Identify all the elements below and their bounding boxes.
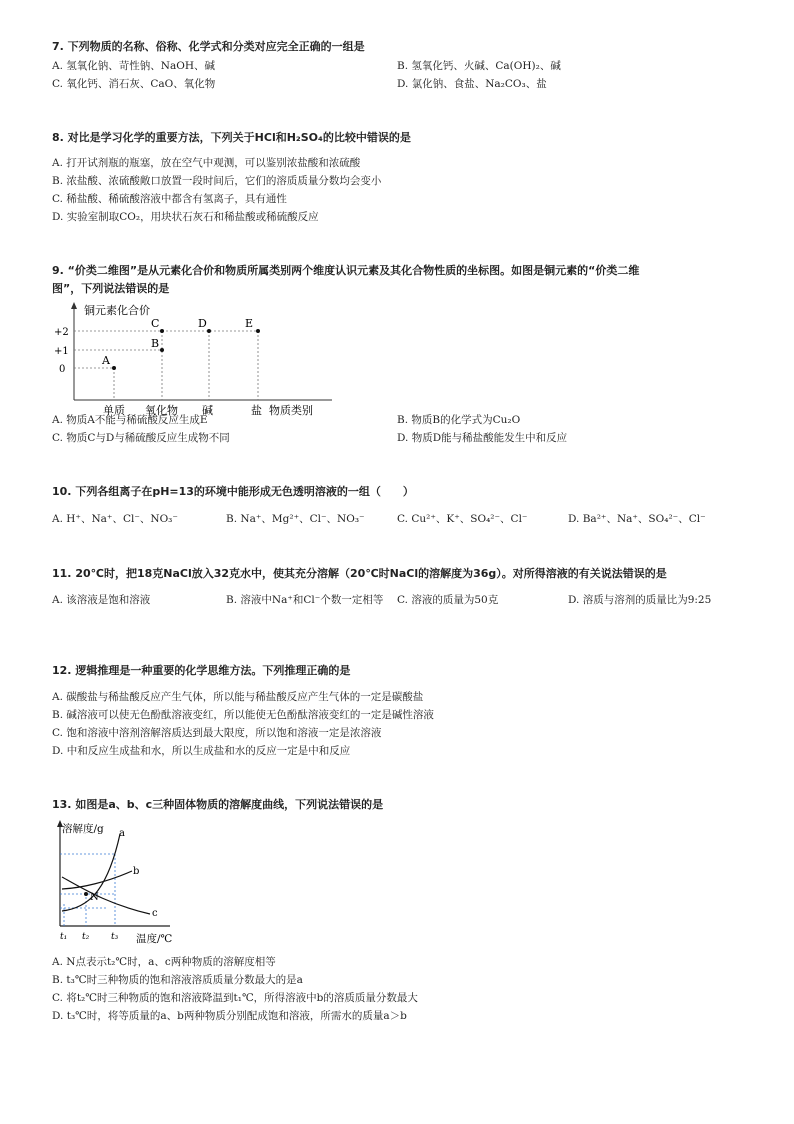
solubility-curve-chart <box>52 818 192 948</box>
y-axis-arrow <box>71 302 77 309</box>
x-tick-salt: 盐 <box>251 404 262 417</box>
valence-class-chart <box>52 300 342 417</box>
q11-stem: 11. 20℃时，把18克NaCl放入32克水中，使其充分溶解（20℃时NaCl的溶解度为36g）。对所得溶液的有关说法错误的是 <box>52 567 667 580</box>
q7-stem: 7. 下列物质的名称、俗称、化学式和分类对应完全正确的一组是 <box>52 40 365 53</box>
q13-option-b: B. t₃℃时三种物质的饱和溶液溶质质量分数最大的是a <box>52 974 303 986</box>
q8-stem: 8. 对比是学习化学的重要方法，下列关于HCl和H₂SO₄的比较中错误的是 <box>52 131 411 144</box>
q9-stem-line2: 图”，下列说法错误的是 <box>52 282 170 295</box>
q13-option-d: D. t₃℃时，将等质量的a、b两种物质分别配成饱和溶液，所需水的质量a＞b <box>52 1010 407 1022</box>
point-e-label: E <box>245 317 254 330</box>
q10-option-d: D. Ba²⁺、Na⁺、SO₄²⁻、Cl⁻ <box>568 513 706 525</box>
q7-option-d: D. 氯化钠、食盐、Na₂CO₃、盐 <box>397 78 547 90</box>
point-d-label: D <box>198 317 207 330</box>
y-axis-title: 铜元素化合价 <box>84 304 150 317</box>
q13-option-c: C. 将t₂℃时三种物质的饱和溶液降温到t₁℃，所得溶液中b的溶质质量分数最大 <box>52 992 418 1004</box>
x-tick-base: 碱 <box>202 404 213 417</box>
q9-stem-line1: 9. “价类二维图”是从元素化合价和物质所属类别两个维度认识元素及其化合物性质的坐标图。如图是铜元素的“价类二维 <box>52 264 640 277</box>
x-tick-t1: t₁ <box>60 932 68 942</box>
curve-a-label: a <box>119 828 125 839</box>
point-n-label: N <box>90 892 99 903</box>
x-axis-title: 物质类别 <box>269 404 313 417</box>
q8-option-d: D. 实验室制取CO₂，用块状石灰石和稀盐酸或稀硫酸反应 <box>52 211 319 223</box>
point-d <box>207 329 211 333</box>
guide-lines <box>60 854 115 926</box>
q10-option-a: A. H⁺、Na⁺、Cl⁻、NO₃⁻ <box>52 513 178 525</box>
curve-b-label: b <box>133 866 140 877</box>
q11-option-b: B. 溶液中Na⁺和Cl⁻个数一定相等 <box>226 594 384 606</box>
x-axis-title: 温度/℃ <box>136 933 173 945</box>
q11-option-c: C. 溶液的质量为50克 <box>397 594 499 606</box>
curve-b <box>62 871 132 889</box>
point-b-label: B <box>151 337 160 350</box>
q9-option-a: A. 物质A不能与稀硫酸反应生成E <box>52 414 208 426</box>
q7-option-c: C. 氧化钙、消石灰、CaO、氧化物 <box>52 78 216 90</box>
x-tick-elemental: 单质 <box>103 404 125 417</box>
q11-option-d: D. 溶质与溶剂的质量比为9:25 <box>568 594 712 606</box>
x-tick-t3: t₃ <box>111 932 119 942</box>
q13-stem: 13. 如图是a、b、c三种固体物质的溶解度曲线，下列说法错误的是 <box>52 798 384 811</box>
point-a <box>112 366 116 370</box>
q11-option-a: A. 该溶液是饱和溶液 <box>52 594 151 606</box>
q10-stem: 10. 下列各组离子在pH=13的环境中能形成无色透明溶液的一组（ ） <box>52 485 414 498</box>
q8-option-b: B. 浓盐酸、浓硫酸敞口放置一段时间后，它们的溶质质量分数均会变小 <box>52 175 382 187</box>
y-tick-plus2: +2 <box>54 327 69 338</box>
q7-option-b: B. 氢氧化钙、火碱、Ca(OH)₂、碱 <box>397 60 561 72</box>
x-tick-t2: t₂ <box>82 932 90 942</box>
q8-option-a: A. 打开试剂瓶的瓶塞，放在空气中观测，可以鉴别浓盐酸和浓硫酸 <box>52 157 361 169</box>
q12-option-b: B. 碱溶液可以使无色酚酞溶液变红，所以能使无色酚酞溶液变红的一定是碱性溶液 <box>52 709 434 721</box>
point-e <box>256 329 260 333</box>
q12-option-a: A. 碳酸盐与稀盐酸反应产生气体，所以能与稀盐酸反应产生气体的一定是碳酸盐 <box>52 691 424 703</box>
q12-stem: 12. 逻辑推理是一种重要的化学思维方法。下列推理正确的是 <box>52 664 351 677</box>
curve-c-label: c <box>152 908 158 919</box>
point-n <box>84 892 88 896</box>
q12-option-d: D. 中和反应生成盐和水，所以生成盐和水的反应一定是中和反应 <box>52 745 351 757</box>
point-c-label: C <box>151 317 160 330</box>
x-tick-oxide: 氧化物 <box>145 404 178 417</box>
q7-option-a: A. 氢氧化钠、苛性钠、NaOH、碱 <box>52 60 215 72</box>
q8-option-c: C. 稀盐酸、稀硫酸溶液中都含有氢离子，具有通性 <box>52 193 287 205</box>
q9-option-c: C. 物质C与D与稀硫酸反应生成物不同 <box>52 432 230 444</box>
y-tick-plus1: +1 <box>54 346 69 357</box>
point-b <box>160 348 164 352</box>
q9-option-b: B. 物质B的化学式为Cu₂O <box>397 414 521 426</box>
q10-option-c: C. Cu²⁺、K⁺、SO₄²⁻、Cl⁻ <box>397 513 528 525</box>
q13-option-a: A. N点表示t₂℃时，a、c两种物质的溶解度相等 <box>52 956 276 968</box>
y-axis-title: 溶解度/g <box>62 823 104 835</box>
q10-option-b: B. Na⁺、Mg²⁺、Cl⁻、NO₃⁻ <box>226 513 365 525</box>
q12-option-c: C. 饱和溶液中溶剂溶解溶质达到最大限度，所以饱和溶液一定是浓溶液 <box>52 727 382 739</box>
y-tick-zero: 0 <box>59 364 66 375</box>
q9-option-d: D. 物质D能与稀盐酸能发生中和反应 <box>397 432 568 444</box>
point-a-label: A <box>102 354 110 367</box>
point-c <box>160 329 164 333</box>
